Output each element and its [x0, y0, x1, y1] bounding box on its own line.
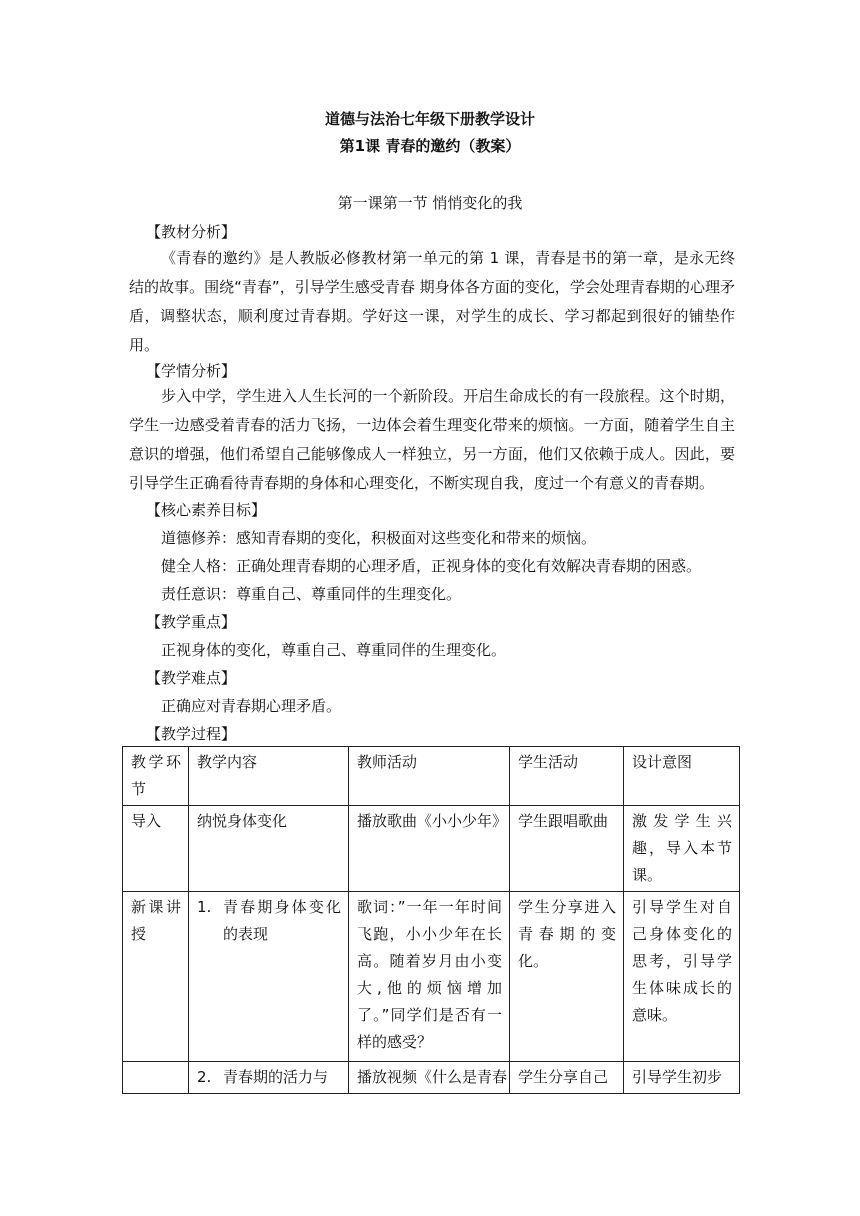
content-number: 2. — [197, 1068, 212, 1086]
cell-student: 学生跟唱歌曲 — [510, 806, 624, 892]
header-content: 教学内容 — [189, 747, 349, 806]
content-text: 青春期的活力与 — [223, 1068, 329, 1086]
cell-intent: 引导学生初步 — [624, 1062, 740, 1094]
difficulties-text: 正确应对青春期心理矛盾。 — [161, 697, 342, 715]
cell-stage: 新课讲授 — [123, 892, 189, 1062]
cell-teacher: 播放视频《什么是青春 — [349, 1062, 510, 1094]
cell-teacher: 播放歌曲《小小少年》 — [349, 806, 510, 892]
teaching-process-table — [122, 746, 740, 1094]
header-stage: 教学环节 — [123, 747, 189, 806]
cell-content: 纳悦身体变化 — [189, 806, 349, 892]
table-header-row — [123, 747, 740, 806]
table-row — [123, 806, 740, 892]
cell-student: 学生分享自己 — [510, 1062, 624, 1094]
cell-teacher: 歌词：”一年一年时间飞跑，小小少年在长高。随着岁月由小变大,他的烦恼增加了。”同学们是否有一样的感受？ — [349, 892, 510, 1062]
header-teacher: 教师活动 — [349, 747, 510, 806]
learner-analysis-text: 步入中学，学生进入人生长河的一个新阶段。开启生命成长的有一段旅程。这个时期，学生一边感受着青春的活力飞扬，一边体会着生理变化带来的烦恼。一方面，随着学生自主意识的增强，他们希望自己能够像成人一样独立，另一方面，他们又依赖于成人。因此，要引导学生正确看待青春期的身体和心理变化，不断实现自我，度过一个有意义的青春期。 — [129, 387, 735, 492]
section-title: 第一课第一节 悄悄变化的我 — [337, 194, 523, 212]
content-text: 青春期身体变化的表现 — [223, 898, 341, 943]
content-number: 1. — [197, 898, 212, 916]
heading-core-goals: 【核心素养目标】 — [146, 501, 267, 519]
cell-intent: 激发学生兴趣，导入本节课。 — [624, 806, 740, 892]
document-title: 道德与法治七年级下册教学设计 — [324, 110, 535, 128]
cell-stage: 导入 — [123, 806, 189, 892]
heading-difficulties: 【教学难点】 — [146, 669, 237, 687]
heading-process: 【教学过程】 — [146, 725, 237, 743]
cell-content — [189, 1062, 349, 1094]
core-goal-responsibility: 责任意识：尊重自己、尊重同伴的生理变化。 — [161, 585, 462, 603]
header-student: 学生活动 — [510, 747, 624, 806]
table-row — [123, 892, 740, 1062]
cell-intent: 引导学生对自己身体变化的思考，引导学生体味成长的意味。 — [624, 892, 740, 1062]
cell-student: 学生分享进入青春期的变化。 — [510, 892, 624, 1062]
header-intent: 设计意图 — [624, 747, 740, 806]
heading-material-analysis: 【教材分析】 — [146, 223, 237, 241]
heading-learner-analysis: 【学情分析】 — [146, 362, 237, 380]
core-goal-personality: 健全人格：正确处理青春期的心理矛盾，正视身体的变化有效解决青春期的困惑。 — [161, 557, 702, 575]
heading-key-points: 【教学重点】 — [146, 613, 237, 631]
key-points-text: 正视身体的变化，尊重自己、尊重同伴的生理变化。 — [161, 641, 507, 659]
table-row — [123, 1062, 740, 1094]
cell-content — [189, 892, 349, 1062]
cell-stage — [123, 1062, 189, 1094]
material-analysis-text: 《青春的邀约》是人教版必修教材第一单元的第 1 课，青春是书的第一章，是永无终结的故事。围绕“青春”，引导学生感受青春 期身体各方面的变化，学会处理青春期的心理矛盾，调整状态，顺利度过青春期。学好这一课，对学生的成长、学习都起到很好的铺垫作用。 — [129, 249, 735, 354]
document-subtitle: 第1课 青春的邀约（教案） — [339, 137, 521, 155]
core-goal-moral: 道德修养：感知青春期的变化，积极面对这些变化和带来的烦恼。 — [161, 529, 597, 547]
